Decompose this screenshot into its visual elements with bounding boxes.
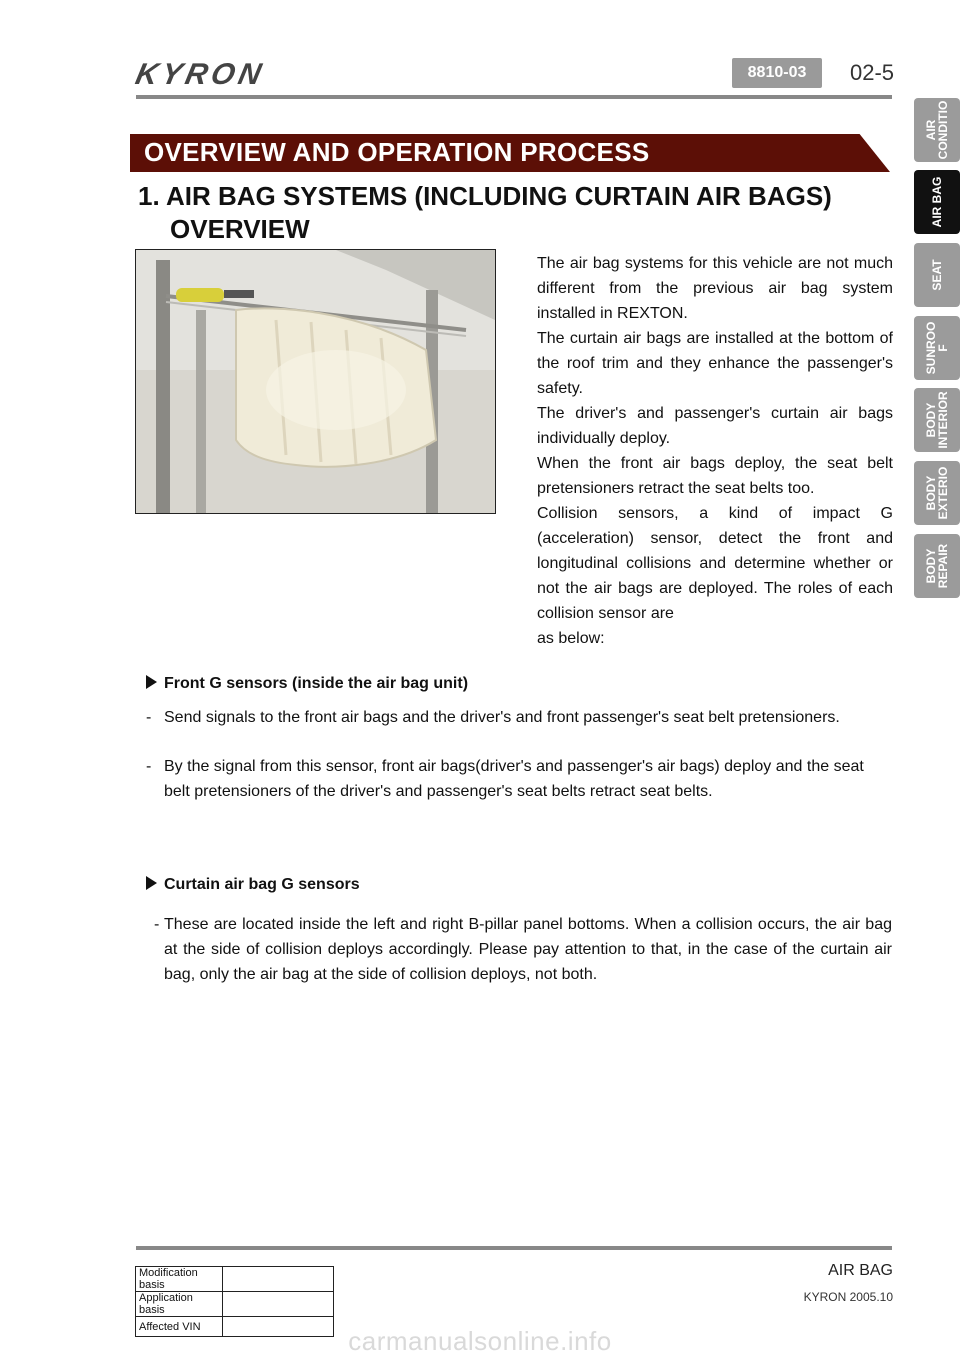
table-row: Affected VIN xyxy=(136,1317,334,1337)
footer-section-name: AIR BAG xyxy=(828,1262,893,1279)
footer-version: KYRON 2005.10 xyxy=(803,1290,893,1304)
sidebar-tab-seat[interactable]: SEAT xyxy=(914,243,960,307)
intro-paragraph: as below: xyxy=(537,630,605,647)
watermark: carmanualsonline.info xyxy=(348,1326,612,1356)
heading-line-2: OVERVIEW xyxy=(170,214,310,244)
page-heading xyxy=(138,180,898,246)
table-row: Application basis xyxy=(136,1292,334,1317)
intro-paragraph: The driver's and passenger's curtain air bags individually deploy. xyxy=(537,405,893,447)
sidebar-tab-body-exterior[interactable]: BODY EXTERIO xyxy=(914,461,960,525)
sidebar-tab-air-conditioning[interactable]: AIR CONDITIO xyxy=(914,98,960,162)
top-divider xyxy=(136,95,892,99)
sidebar-tab-air-bag[interactable]: AIR BAG xyxy=(914,170,960,234)
table-row: Modification basis xyxy=(136,1267,334,1292)
section-curtain-g-sensors-title: Curtain air bag G sensors xyxy=(146,876,360,894)
sidebar-tab-body-interior[interactable]: BODY INTERIOR xyxy=(914,388,960,452)
sidebar-tab-sunroof[interactable]: SUNROO F xyxy=(914,316,960,380)
front-g-bullet-2: - By the signal from this sensor, front air bags(driver's and passenger's air bags) deploy and the seat belt pretensioners of the driver's and passenger's seat belts retract seat belts. xyxy=(146,758,864,800)
intro-paragraph: When the front air bags deploy, the seat belt pretensioners retract the seat belts too. xyxy=(537,455,893,497)
page-number: 02-5 xyxy=(850,60,895,85)
section-code-badge: 8810-03 xyxy=(732,58,822,88)
curtain-g-bullet-1: - These are located inside the left and right B-pillar panel bottoms. When a collision occurs, the air bag at the side of collision deploys accordingly. Please pay attention to that, in the case of the curtain air bag, only the air bag at the side of collision deploys, not both. xyxy=(154,916,892,983)
intro-paragraph: Collision sensors, a kind of impact G (acceleration) sensor, detect the front and longitudinal collisions and determine whether or not the air bags are deployed. The roles of each collision sensor are xyxy=(537,505,893,622)
triangle-bullet-icon xyxy=(146,675,157,689)
triangle-bullet-icon xyxy=(146,876,157,890)
kyron-logo: KYRON xyxy=(132,58,268,91)
curtain-airbag-illustration xyxy=(136,250,495,513)
heading-line-1: 1. AIR BAG SYSTEMS (INCLUDING CURTAIN AIR BAGS) xyxy=(138,181,832,211)
section-front-g-sensors-title: Front G sensors (inside the air bag unit) xyxy=(146,675,468,693)
overview-intro-text xyxy=(537,251,893,651)
front-g-bullet-1: - Send signals to the front air bags and the driver's and front passenger's seat belt pretensioners. xyxy=(146,709,840,726)
intro-paragraph: The air bag systems for this vehicle are not much different from the previous air bag system installed in REXTON. xyxy=(537,255,893,322)
bottom-divider xyxy=(136,1246,892,1250)
section-banner-title: OVERVIEW AND OPERATION PROCESS xyxy=(144,137,650,167)
intro-paragraph: The curtain air bags are installed at the bottom of the roof trim and they enhance the passenger's safety. xyxy=(537,330,893,397)
sidebar-tab-body-repair[interactable]: BODY REPAIR xyxy=(914,534,960,598)
curtain-airbag-photo xyxy=(135,249,496,514)
